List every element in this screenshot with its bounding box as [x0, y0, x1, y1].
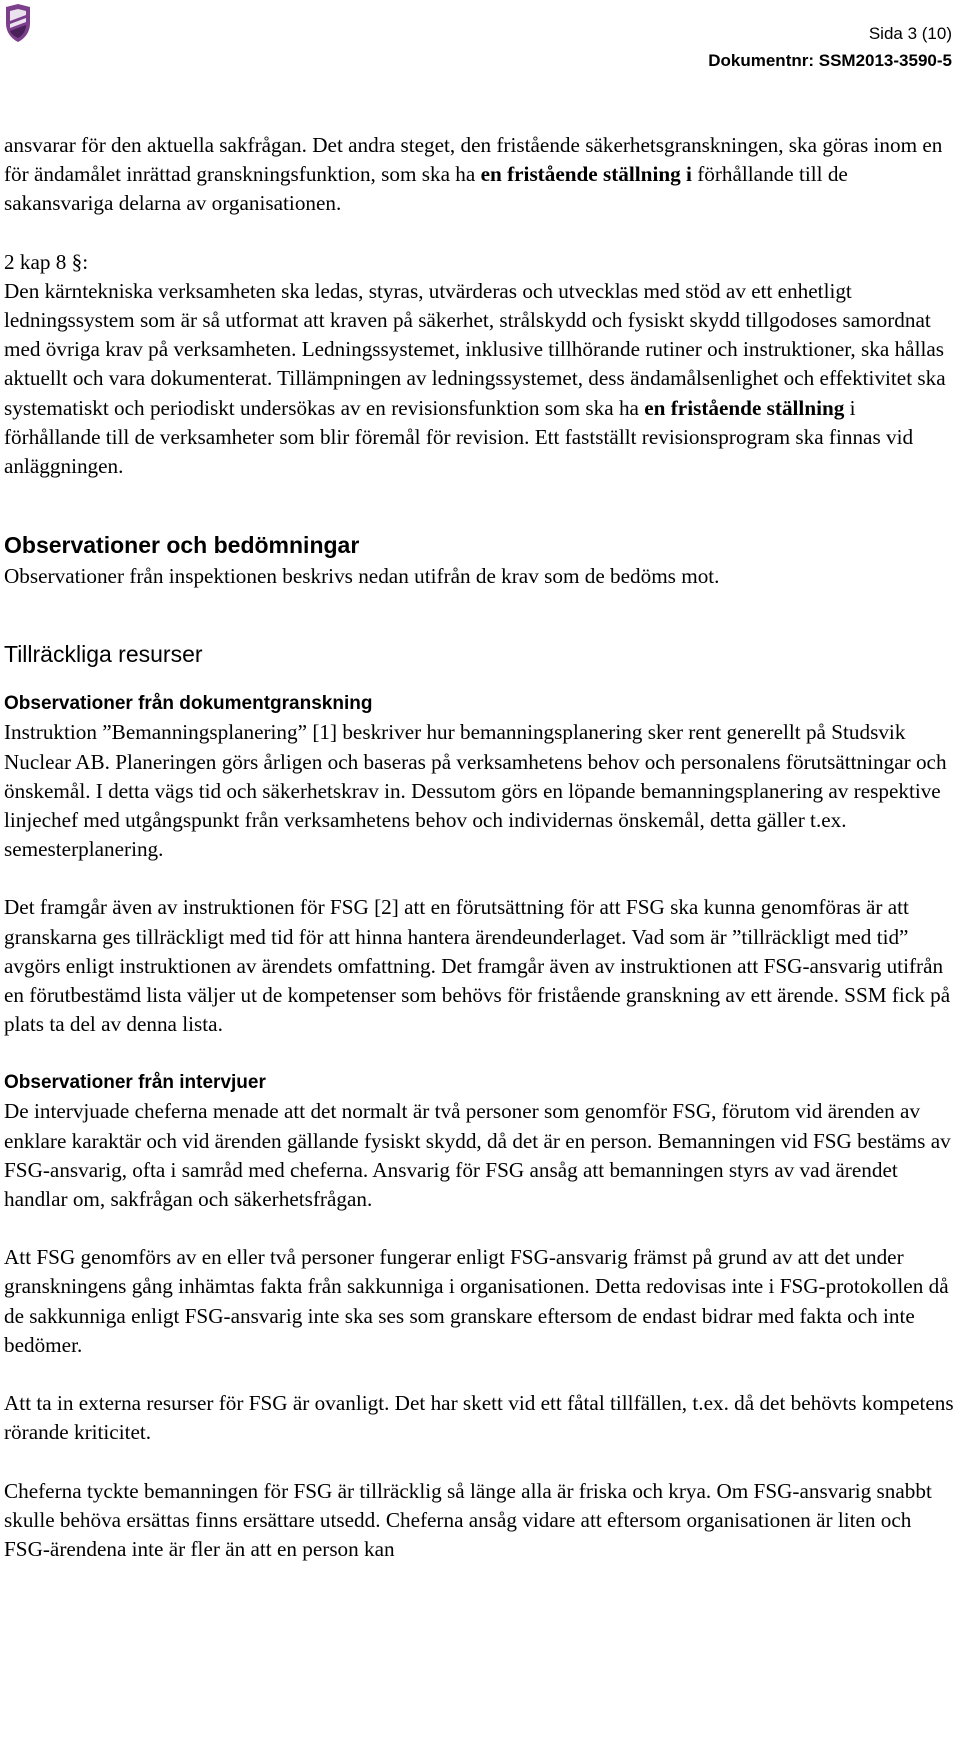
intro-text-a: ansvarar för den aktuella sakfrågan. Det andra steget, den fristående säkerhetsgranskningen, ska göras inom en för ändamålet inrättad granskningsfunktion, som ska ha	[4, 133, 943, 187]
interviews-paragraph-1: De intervjuade cheferna menade att det normalt är två personer som genomför FSG, förutom vid ärenden av enklare karaktär och vid ärenden gällande fysiskt skydd, då det är en person. Bemanningen vid FSG bestäms av FSG-ansvarig, ofta i samråd med cheferna. Ansvarig för FSG ansåg att bemanningen styrs av vad ärendet handlar om, sakfrågan och säkerhetsfrågan.	[4, 1099, 951, 1212]
document-number: Dokumentnr: SSM2013-3590-5	[708, 51, 952, 70]
document-body	[4, 131, 956, 1564]
interviews-heading: Observationer från intervjuer	[4, 1072, 266, 1094]
document-review-heading: Observationer från dokumentgranskning	[4, 693, 373, 715]
regulation-text-a: Den kärntekniska verksamheten ska ledas, styras, utvärderas och utvecklas med stöd av ett enhetligt ledningssystem som är så utformat att kraven på säkerhet, strålskydd och fysiskt skydd tillgodoses samordnat med övriga krav på verksamheten. Ledningssystemet, inklusive tillhörande rutiner och instruktioner, ska hållas aktuellt och vara dokumenterat. Tillämpningen av ledningssystemet, dess ändamålsenlighet och effektivitet ska systematiskt och periodiskt undersökas av en revisionsfunktion som ska ha	[4, 278, 946, 420]
ssm-logo-icon	[4, 3, 32, 43]
regulation-text-bold: en fristående ställning	[644, 395, 845, 420]
document-review-paragraph-2: Det framgår även av instruktionen för FSG [2] att en förutsättning för att FSG ska kunna genomföras är att granskarna ges tillräckligt med tid för att hinna hantera ärendeunderlaget. Vad som är ”tillräckligt med tid” avgörs enligt instruktionen av ärendets omfattning. Det framgår även av instruktionen att FSG-ansvarig utifrån en förutbestämd lista väljer ut de kompetenser som behövs för fristående granskning av ett ärende. SSM fick på plats ta del av denna lista.	[4, 895, 951, 1037]
page-header	[708, 20, 952, 74]
intro-paragraph	[4, 131, 956, 219]
page-number: Sida 3 (10)	[868, 24, 952, 43]
regulation-reference: 2 kap 8 §:	[4, 249, 89, 274]
section-lead: Observationer från inspektionen beskrivs nedan utifrån de krav som de bedöms mot.	[4, 564, 720, 589]
intro-text-bold: en fristående ställning i	[480, 162, 692, 187]
regulation-paragraph	[4, 277, 956, 481]
interviews-paragraph-3: Att ta in externa resurser för FSG är ovanligt. Det har skett vid ett fåtal tillfällen, t.ex. då det behövts kompetens rörande kriticitet.	[4, 1391, 954, 1445]
interviews-paragraph-4: Cheferna tyckte bemanningen för FSG är tillräcklig så länge alla är friska och krya. Om FSG-ansvarig snabbt skulle behöva ersättas finns ersättare utsedd. Cheferna ansåg vidare att eftersom organisationen är liten och FSG-ärendena inte är fler än att en person kan	[4, 1478, 932, 1561]
section-heading: Observationer och bedömningar	[4, 532, 360, 559]
interviews-paragraph-2: Att FSG genomförs av en eller två personer fungerar enligt FSG-ansvarig främst på grund av att det under granskningens gång inhämtas fakta från sakkunniga i organisationen. Detta redovisas inte i FSG-protokollen då de sakkunniga enligt FSG-ansvarig inte ska ses som granskare eftersom de endast bidrar med fakta och inte bedömer.	[4, 1245, 949, 1357]
document-review-paragraph-1: Instruktion ”Bemanningsplanering” [1] beskriver hur bemanningsplanering sker rent generellt på Studsvik Nuclear AB. Planeringen görs årligen och baseras på verksamhetens behov och personalens förutsättningar och önskemål. I detta vägs tid och säkerhetskrav in. Dessutom görs en löpande bemanningsplanering av respektive linjechef med utgångspunkt från verksamhetens behov och individernas önskemål, detta gäller t.ex. semesterplanering.	[4, 720, 947, 862]
subsection-heading: Tillräckliga resurser	[4, 641, 203, 668]
regulation-text-b: i förhållande till de verksamheter som blir föremål för revision. Ett fastställt revisionsprogram ska finnas vid anläggningen.	[4, 395, 914, 479]
intro-text-b: förhållande till de sakansvariga delarna av organisationen.	[4, 162, 848, 216]
